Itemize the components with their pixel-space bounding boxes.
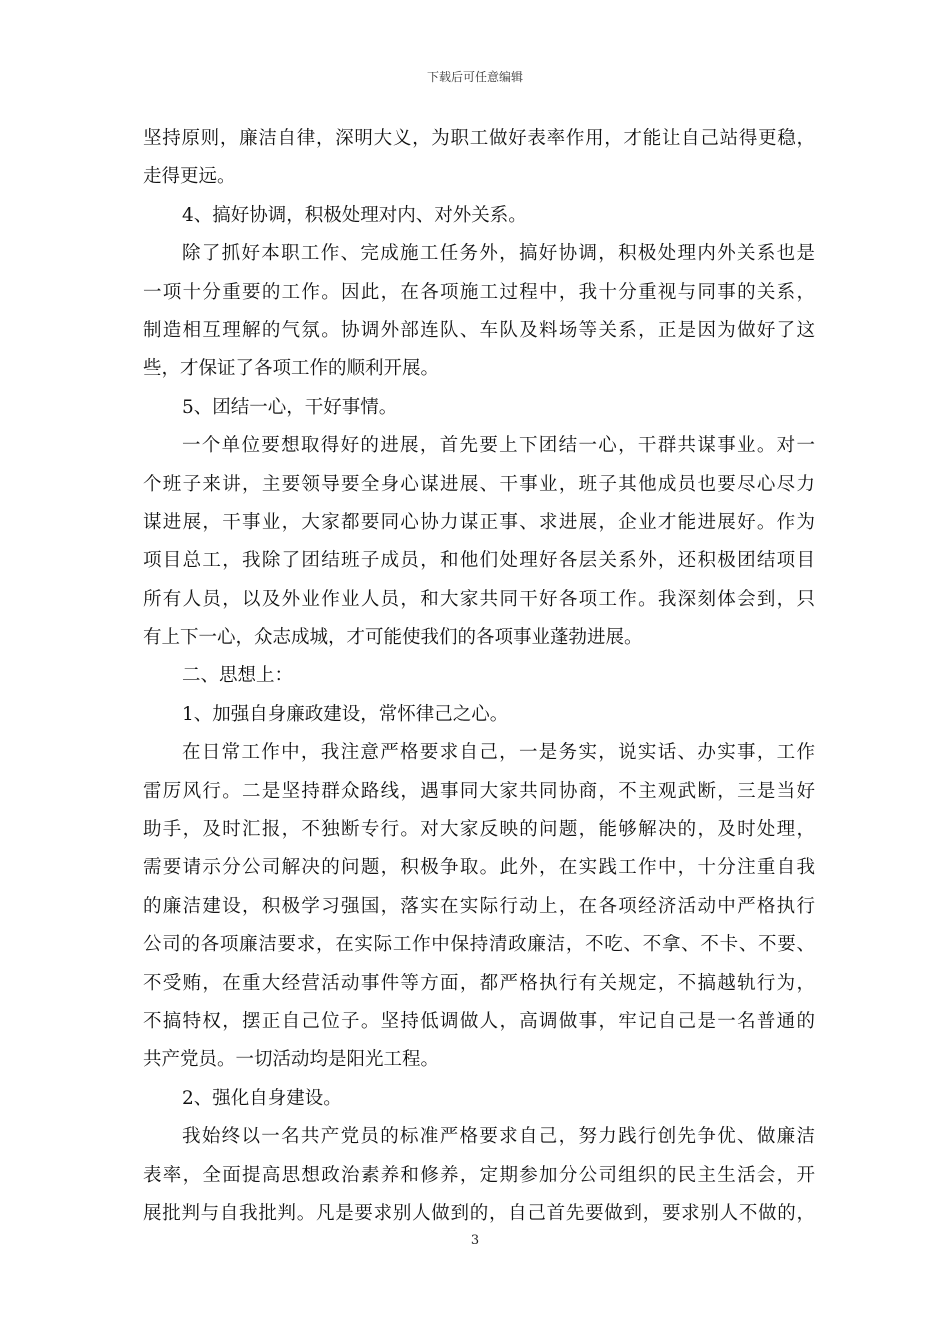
text-line: 我始终以一名共产党员的标准严格要求自己，努力践行创先争优、做廉洁 <box>182 1126 815 1148</box>
text-line: 1、加强自身廉政建设，常怀律己之心。 <box>182 703 509 725</box>
text-line: 一个单位要想取得好的进展，首先要上下团结一心，干群共谋事业。对一 <box>182 435 815 457</box>
text-line: 不受贿，在重大经营活动事件等方面，都严格执行有关规定，不搞越轨行为， <box>143 972 815 994</box>
text-line: 5、团结一心，干好事情。 <box>182 396 398 418</box>
text-line: 有上下一心，众志成城，才可能使我们的各项事业蓬勃进展。 <box>143 627 643 649</box>
text-line: 些，才保证了各项工作的顺利开展。 <box>143 358 440 380</box>
text-line: 的廉洁建设，积极学习强国，落实在实际行动上，在各项经济活动中严格执行 <box>143 895 815 917</box>
page-header: 下载后可任意编辑 <box>426 70 523 84</box>
text-line: 4、搞好协调，积极处理对内、对外关系。 <box>182 204 527 226</box>
text-line: 雷厉风行。二是坚持群众路线，遇事同大家共同协商，不主观武断，三是当好 <box>143 780 815 802</box>
text-line: 不搞特权，摆正自己位子。坚持低调做人，高调做事，牢记自己是一名普通的 <box>143 1010 815 1032</box>
text-line: 走得更远。 <box>143 166 236 188</box>
text-line: 展批判与自我批判。凡是要求别人做到的，自己首先要做到，要求别人不做的， <box>143 1202 815 1224</box>
text-line: 共产党员。一切活动均是阳光工程。 <box>143 1049 440 1071</box>
text-line: 在日常工作中，我注意严格要求自己，一是务实，说实话、办实事，工作 <box>182 742 815 764</box>
text-line: 个班子来讲，主要领导要全身心谋进展、干事业，班子其他成员也要尽心尽力 <box>143 473 815 495</box>
text-line: 2、强化自身建设。 <box>182 1087 342 1109</box>
text-line: 需要请示分公司解决的问题，积极争取。此外，在实践工作中，十分注重自我 <box>143 857 815 879</box>
text-line: 制造相互理解的气氛。协调外部连队、车队及料场等关系，正是因为做好了这 <box>143 319 815 341</box>
text-line: 除了抓好本职工作、完成施工任务外，搞好协调，积极处理内外关系也是 <box>182 243 815 265</box>
text-line: 助手，及时汇报，不独断专行。对大家反映的问题，能够解决的，及时处理， <box>143 819 815 841</box>
text-line: 项目总工，我除了团结班子成员，和他们处理好各层关系外，还积极团结项目 <box>143 550 815 572</box>
text-line: 一项十分重要的工作。因此，在各项施工过程中，我十分重视与同事的关系， <box>143 281 815 303</box>
text-line: 坚持原则，廉洁自律，深明大义，为职工做好表率作用，才能让自己站得更稳， <box>143 128 815 149</box>
document-body <box>143 120 815 1233</box>
text-line: 表率，全面提高思想政治素养和修养，定期参加分公司组织的民主生活会，开 <box>143 1164 815 1186</box>
text-line: 所有人员，以及外业作业人员，和大家共同干好各项工作。我深刻体会到，只 <box>143 588 815 610</box>
text-line: 二、思想上： <box>182 665 294 687</box>
page-number: 3 <box>470 1233 480 1248</box>
text-line: 公司的各项廉洁要求，在实际工作中保持清政廉洁，不吃、不拿、不卡、不要、 <box>143 934 815 956</box>
text-line: 谋进展，干事业，大家都要同心协力谋正事、求进展，企业才能进展好。作为 <box>143 511 815 533</box>
